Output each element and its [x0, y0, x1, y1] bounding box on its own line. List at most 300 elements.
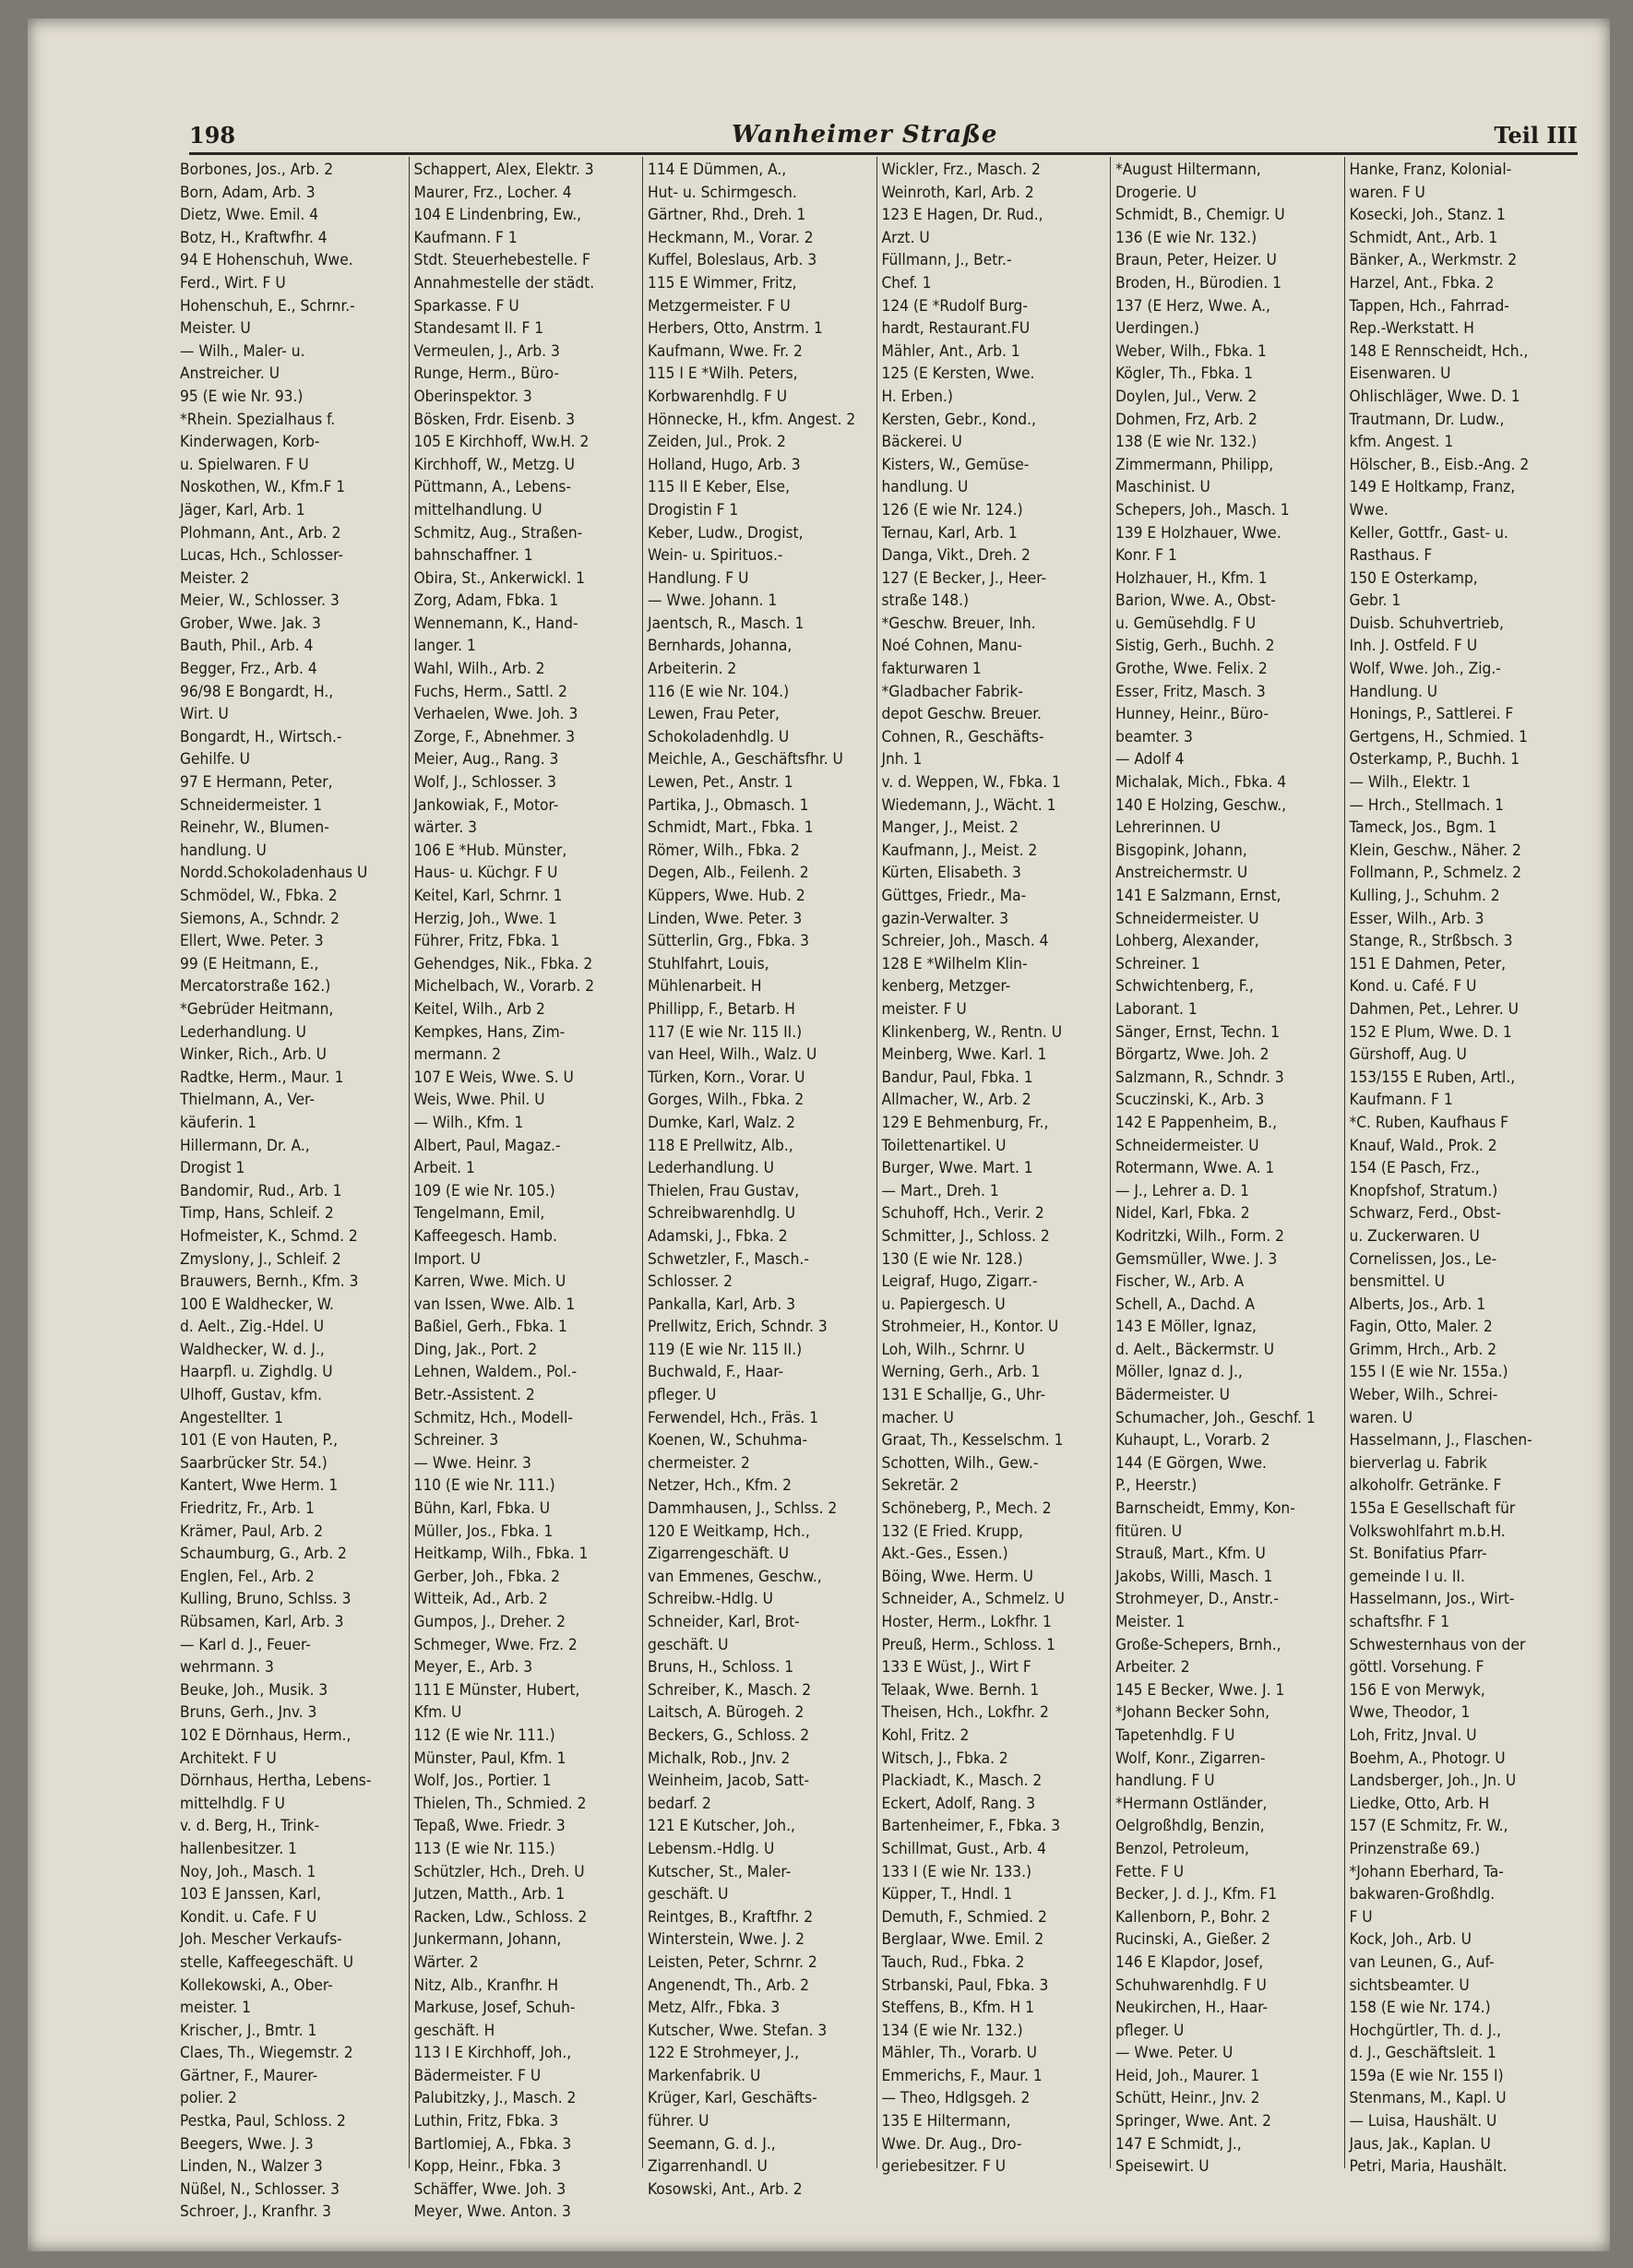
directory-entry-line: Beegers, Wwe. J. 3: [180, 2134, 314, 2154]
directory-entry-line: Laborant. 1: [1115, 999, 1198, 1019]
directory-entry-line: 112 (E wie Nr. 111.): [413, 1725, 555, 1745]
directory-entry-line: Landsberger, Joh., Jn. U: [1349, 1772, 1517, 1791]
directory-entry-line: Theisen, Hch., Lokfhr. 2: [881, 1703, 1049, 1723]
directory-entry-line: Schöneberg, P., Mech. 2: [881, 1499, 1052, 1519]
directory-entry-line: 122 E Strohmeyer, J.,: [648, 2044, 800, 2063]
directory-entry-line: waren. U: [1349, 1408, 1413, 1427]
directory-entry-line: Bühn, Karl, Fbka. U: [413, 1499, 551, 1519]
directory-entry-line: 103 E Janssen, Karl,: [180, 1885, 322, 1904]
directory-entry-line: Akt.-Ges., Essen.): [881, 1545, 1008, 1564]
directory-entry-line: — Theo, Hdlgsgeh. 2: [881, 2089, 1031, 2108]
directory-entry-line: gazin-Verwalter. 3: [881, 909, 1009, 928]
directory-entry-line: Rucinski, A., Gießer. 2: [1115, 1930, 1270, 1950]
directory-entry-line: mermann. 2: [413, 1045, 501, 1065]
directory-entry-line: Klinkenberg, W., Rentn. U: [881, 1022, 1063, 1042]
directory-entry-line: Arbeiterin. 2: [648, 660, 737, 679]
directory-entry-line: 137 (E Herz, Wwe. A.,: [1115, 296, 1270, 316]
directory-entry-line: Trautmann, Dr. Ludw.,: [1349, 410, 1505, 429]
directory-entry-line: geschäft. U: [648, 1885, 729, 1904]
directory-entry-line: Ulhoff, Gustav, kfm.: [180, 1386, 323, 1405]
directory-entry-line: Angenendt, Th., Arb. 2: [648, 1976, 809, 1995]
directory-entry-line: van Emmenes, Geschw.,: [648, 1567, 822, 1586]
directory-entry-line: Buchwald, F., Haar-: [648, 1363, 784, 1382]
directory-entry-line: Hillermann, Dr. A.,: [180, 1136, 310, 1155]
directory-entry-line: Vermeulen, J., Arb. 3: [413, 341, 560, 361]
directory-entry-line: Hoster, Herm., Lokfhr. 1: [881, 1613, 1052, 1631]
directory-entry-line: Osterkamp, P., Buchh. 1: [1349, 750, 1520, 770]
directory-entry-line: Oelgroßhdlg, Benzin,: [1115, 1817, 1265, 1836]
directory-entry-line: 133 E Wüst, J., Wirt F: [881, 1658, 1031, 1677]
directory-column-2: [410, 157, 644, 2222]
directory-column-6: [1345, 157, 1579, 2177]
directory-entry-line: u. Papiergesch. U: [881, 1295, 1006, 1314]
directory-entry-line: Junkermann, Johann,: [413, 1930, 562, 1950]
directory-entry-line: Metz, Alfr., Fbka. 3: [648, 1999, 781, 2018]
directory-entry-line: Kosowski, Ant., Arb. 2: [648, 2179, 803, 2199]
directory-entry-line: *August Hiltermann,: [1115, 161, 1261, 179]
directory-entry-line: Bisgopink, Johann,: [1115, 841, 1247, 860]
directory-entry-line: Ohlischläger, Wwe. D. 1: [1349, 387, 1520, 406]
directory-entry-line: Burger, Wwe. Mart. 1: [881, 1159, 1033, 1178]
directory-entry-line: Thielen, Frau Gustav,: [648, 1181, 800, 1200]
directory-entry-line: — Adolf 4: [1115, 750, 1185, 770]
directory-entry-line: Winker, Rich., Arb. U: [180, 1045, 328, 1065]
directory-entry-line: Barnscheidt, Emmy, Kon-: [1115, 1499, 1295, 1519]
directory-entry-line: Annahmestelle der städt.: [413, 273, 595, 292]
directory-entry-line: 126 (E wie Nr. 124.): [881, 500, 1023, 519]
directory-entry-line: Danga, Vikt., Dreh. 2: [881, 546, 1031, 566]
directory-entry-line: — Hrch., Stellmach. 1: [1349, 795, 1505, 815]
directory-entry-line: F U: [1349, 1907, 1373, 1927]
directory-entry-line: v. d. Weppen, W., Fbka. 1: [881, 773, 1061, 793]
directory-entry-line: Möller, Ignaz d. J.,: [1115, 1363, 1243, 1382]
directory-entry-line: Gärtner, Rhd., Dreh. 1: [648, 206, 806, 225]
directory-entry-line: Fagin, Otto, Maler. 2: [1349, 1318, 1493, 1337]
directory-entry-line: Palubitzky, J., Masch. 2: [413, 2089, 577, 2108]
directory-entry-line: Michalk, Rob., Jnv. 2: [648, 1749, 791, 1768]
directory-entry-line: d. J., Geschäftsleit. 1: [1349, 2044, 1496, 2063]
directory-entry-line: Linden, Wwe. Peter. 3: [648, 909, 803, 928]
directory-entry-line: — Mart., Dreh. 1: [881, 1181, 999, 1200]
directory-entry-line: Hölscher, B., Eisb.-Ang. 2: [1349, 455, 1530, 474]
directory-entry-line: Radtke, Herm., Maur. 1: [180, 1068, 344, 1087]
directory-entry-line: Keitel, Wilh., Arb 2: [413, 999, 545, 1019]
directory-entry-line: Jaentsch, R., Masch. 1: [648, 614, 805, 633]
directory-entry-line: Küpper, T., Hndl. 1: [881, 1885, 1013, 1904]
directory-entry-line: Laitsch, A. Bürogeh. 2: [648, 1703, 805, 1723]
directory-entry-line: Wiedemann, J., Wächt. 1: [881, 795, 1056, 815]
directory-entry-line: 118 E Prellwitz, Alb.,: [648, 1136, 793, 1155]
directory-entry-line: Berglaar, Wwe. Emil. 2: [881, 1930, 1044, 1950]
directory-entry-line: 110 (E wie Nr. 111.): [413, 1476, 555, 1496]
directory-entry-line: Drogistin F 1: [648, 500, 739, 519]
directory-entry-line: Heitkamp, Wilh., Fbka. 1: [413, 1545, 589, 1564]
directory-entry-line: meister. 1: [180, 1999, 251, 2018]
directory-entry-line: Türken, Korn., Vorar. U: [648, 1068, 805, 1087]
directory-entry-line: Tameck, Jos., Bgm. 1: [1349, 818, 1497, 838]
directory-entry-line: Boehm, A., Photogr. U: [1349, 1749, 1506, 1768]
directory-entry-line: hardt, Restaurant.FU: [881, 319, 1031, 339]
directory-entry-line: Weinroth, Karl, Arb. 2: [881, 183, 1034, 202]
directory-entry-line: Bandur, Paul, Fbka. 1: [881, 1068, 1033, 1087]
directory-entry-line: Schütt, Heinr., Jnv. 2: [1115, 2089, 1260, 2108]
directory-entry-line: Schreibw.-Hdlg. U: [648, 1590, 773, 1609]
directory-entry-line: Nordd.Schokoladenhaus U: [180, 864, 368, 883]
directory-entry-line: Mercatorstraße 162.): [180, 977, 331, 997]
directory-entry-line: 119 (E wie Nr. 115 II.): [648, 1340, 803, 1359]
directory-entry-line: sichtsbeamter. U: [1349, 1976, 1470, 1995]
directory-entry-line: Thielmann, A., Ver-: [180, 1091, 315, 1110]
directory-entry-line: — Wwe. Johann. 1: [648, 591, 778, 611]
directory-entry-line: Cohnen, R., Geschäfts-: [881, 727, 1044, 746]
directory-entry-line: Korbwarenhdlg. F U: [648, 387, 788, 406]
directory-entry-line: 121 E Kutscher, Joh.,: [648, 1817, 795, 1836]
directory-entry-line: Hochgürtler, Th. d. J.,: [1349, 2021, 1501, 2040]
directory-entry-line: Petri, Maria, Haushält.: [1349, 2157, 1508, 2177]
directory-entry-line: Fuchs, Herm., Sattl. 2: [413, 682, 567, 701]
directory-entry-line: Beuke, Joh., Musik. 3: [180, 1680, 328, 1700]
directory-entry-line: Schaumburg, G., Arb. 2: [180, 1545, 347, 1564]
directory-entry-line: handlung. U: [180, 841, 267, 860]
directory-entry-line: Schreiner. 1: [1115, 954, 1200, 973]
directory-entry-line: Bäckerei. U: [881, 433, 962, 452]
page-number: 198: [189, 122, 236, 149]
directory-entry-line: 127 (E Becker, J., Heer-: [881, 568, 1047, 588]
directory-entry-line: Jäger, Karl, Arb. 1: [180, 500, 305, 519]
directory-entry-line: Rasthaus. F: [1349, 546, 1433, 566]
directory-entry-line: Winterstein, Wwe. J. 2: [648, 1930, 805, 1950]
directory-entry-line: Timp, Hans, Schleif. 2: [180, 1204, 334, 1224]
directory-entry-line: Dörnhaus, Hertha, Lebens-: [180, 1772, 372, 1791]
directory-entry-line: Architekt. F U: [180, 1749, 277, 1768]
directory-entry-line: Ding, Jak., Port. 2: [413, 1340, 538, 1359]
directory-entry-line: Keller, Gottfr., Gast- u.: [1349, 523, 1508, 543]
directory-entry-line: 114 E Dümmen, A.,: [648, 161, 787, 179]
directory-entry-line: Schmödel, W., Fbka. 2: [180, 887, 338, 905]
directory-entry-line: Ferd., Wirt. F U: [180, 273, 286, 292]
directory-entry-line: Reinehr, W., Blumen-: [180, 818, 329, 838]
directory-entry-line: Kögler, Th., Fbka. 1: [1115, 364, 1254, 384]
directory-entry-line: Racken, Ldw., Schloss. 2: [413, 1907, 588, 1927]
directory-entry-line: fakturwaren 1: [881, 660, 982, 679]
directory-entry-line: 123 E Hagen, Dr. Rud.,: [881, 206, 1043, 225]
directory-entry-line: Braun, Peter, Heizer. U: [1115, 251, 1277, 270]
directory-entry-line: Eisenwaren. U: [1349, 364, 1451, 384]
directory-entry-line: Holland, Hugo, Arb. 3: [648, 455, 801, 474]
directory-entry-line: wehrmann. 3: [180, 1658, 274, 1677]
directory-entry-line: Kodritzki, Wilh., Form. 2: [1115, 1226, 1285, 1246]
directory-entry-line: Rotermann, Wwe. A. 1: [1115, 1159, 1275, 1178]
directory-entry-line: Schillmat, Gust., Arb. 4: [881, 1839, 1046, 1858]
directory-entry-line: 125 (E Kersten, Wwe.: [881, 364, 1035, 384]
directory-entry-line: Schmidt, Mart., Fbka. 1: [648, 818, 814, 838]
directory-entry-line: Böing, Wwe. Herm. U: [881, 1567, 1033, 1586]
directory-entry-line: Meyer, E., Arb. 3: [413, 1658, 533, 1677]
directory-entry-line: macher. U: [881, 1408, 954, 1427]
directory-entry-line: 155 I (E wie Nr. 155a.): [1349, 1363, 1508, 1382]
directory-entry-line: Dumke, Karl, Walz. 2: [648, 1113, 795, 1132]
directory-entry-line: 115 II E Keber, Else,: [648, 478, 790, 497]
directory-entry-line: Meier, W., Schlosser. 3: [180, 591, 340, 611]
directory-entry-line: Kuffel, Boleslaus, Arb. 3: [648, 251, 817, 270]
directory-entry-line: Nüßel, N., Schlosser. 3: [180, 2179, 340, 2199]
directory-entry-line: u. Spielwaren. F U: [180, 455, 309, 474]
directory-entry-line: Kaufmann. F 1: [1349, 1091, 1453, 1110]
directory-entry-line: Herbers, Otto, Anstrm. 1: [648, 319, 823, 339]
directory-entry-line: Loh, Fritz, Jnval. U: [1349, 1725, 1477, 1745]
directory-entry-line: Allmacher, W., Arb. 2: [881, 1091, 1031, 1110]
directory-entry-line: Begger, Frz., Arb. 4: [180, 660, 317, 679]
directory-entry-line: Gorges, Wilh., Fbka. 2: [648, 1091, 805, 1110]
directory-entry-line: Schappert, Alex, Elektr. 3: [413, 161, 594, 179]
directory-entry-line: Heckmann, M., Vorar. 2: [648, 228, 814, 247]
directory-entry-line: Wirt. U: [180, 705, 229, 724]
directory-entry-line: Güttges, Friedr., Ma-: [881, 887, 1027, 905]
directory-entry-line: Tauch, Rud., Fbka. 2: [881, 1952, 1025, 1972]
directory-entry-line: kfm. Angest. 1: [1349, 433, 1454, 452]
directory-entry-line: Partika, J., Obmasch. 1: [648, 795, 809, 815]
directory-entry-line: 115 I E *Wilh. Peters,: [648, 364, 798, 384]
directory-entry-line: Standesamt II. F 1: [413, 319, 544, 339]
directory-entry-line: Follmann, P., Schmelz. 2: [1349, 864, 1521, 883]
directory-column-4: [877, 157, 1112, 2177]
directory-entry-line: 139 E Holzhauer, Wwe.: [1115, 523, 1281, 543]
directory-entry-line: 140 E Holzing, Geschw.,: [1115, 795, 1287, 815]
directory-entry-line: Maurer, Frz., Locher. 4: [413, 183, 572, 202]
directory-entry-line: Degen, Alb., Feilenh. 2: [648, 864, 809, 883]
directory-entry-line: — Luisa, Haushält. U: [1349, 2112, 1497, 2131]
directory-entry-line: 104 E Lindenbring, Ew.,: [413, 206, 582, 225]
directory-entry-line: 149 E Holtkamp, Franz,: [1349, 478, 1516, 497]
directory-entry-line: Salzmann, R., Schndr. 3: [1115, 1068, 1284, 1087]
directory-entry-line: Schwetzler, F., Masch.-: [648, 1249, 809, 1269]
directory-entry-line: Wwe. Dr. Aug., Dro-: [881, 2134, 1022, 2154]
directory-entry-line: *C. Ruben, Kaufhaus F: [1349, 1113, 1509, 1132]
directory-entry-line: Demuth, F., Schmied. 2: [881, 1907, 1047, 1927]
directory-entry-line: Schmeger, Wwe. Frz. 2: [413, 1635, 578, 1654]
directory-entry-line: Hohenschuh, E., Schrnr.-: [180, 296, 355, 316]
directory-entry-line: chermeister. 2: [648, 1453, 750, 1473]
directory-entry-line: Honings, P., Sattlerei. F: [1349, 705, 1514, 724]
directory-entry-line: Kempkes, Hans, Zim-: [413, 1022, 566, 1042]
directory-entry-line: *Johann Eberhard, Ta-: [1349, 1862, 1504, 1881]
directory-entry-line: Römer, Wilh., Fbka. 2: [648, 841, 800, 860]
directory-entry-line: Schmidt, Ant., Arb. 1: [1349, 228, 1498, 247]
directory-entry-line: 156 E von Merwyk,: [1349, 1680, 1485, 1700]
directory-entry-line: Wwe.: [1349, 500, 1389, 519]
directory-entry-line: Dahmen, Pet., Lehrer. U: [1349, 999, 1519, 1019]
directory-entry-line: bensmittel. U: [1349, 1272, 1446, 1292]
directory-entry-line: beamter. 3: [1115, 727, 1193, 746]
directory-entry-line: *Geschw. Breuer, Inh.: [881, 614, 1036, 633]
directory-entry-line: Holzhauer, H., Kfm. 1: [1115, 568, 1268, 588]
directory-entry-line: St. Bonifatius Pfarr-: [1349, 1545, 1487, 1564]
directory-entry-line: Kaffeegesch. Hamb.: [413, 1226, 557, 1246]
directory-entry-line: Hanke, Franz, Kolonial-: [1349, 161, 1512, 179]
directory-entry-line: Kutscher, St., Maler-: [648, 1862, 792, 1881]
directory-entry-line: bakwaren-Großhdlg.: [1349, 1885, 1496, 1904]
directory-entry-line: Haarpfl. u. Zighdlg. U: [180, 1363, 333, 1382]
directory-entry-line: Knopfshof, Stratum.): [1349, 1181, 1498, 1200]
directory-entry-line: Benzol, Petroleum,: [1115, 1839, 1249, 1858]
directory-entry-line: Keitel, Karl, Schrnr. 1: [413, 887, 563, 905]
directory-entry-line: Zeiden, Jul., Prok. 2: [648, 433, 786, 452]
directory-entry-line: Cornelissen, Jos., Le-: [1349, 1249, 1497, 1269]
directory-entry-line: Dietz, Wwe. Emil. 4: [180, 206, 319, 225]
directory-entry-line: Liedke, Otto, Arb. H: [1349, 1794, 1490, 1813]
directory-entry-line: *Rhein. Spezialhaus f.: [180, 410, 336, 429]
directory-entry-line: Lewen, Frau Peter,: [648, 705, 780, 724]
directory-entry-line: Krischer, J., Bmtr. 1: [180, 2021, 317, 2040]
directory-entry-line: Gärtner, F., Maurer-: [180, 2066, 318, 2085]
directory-entry-line: polier. 2: [180, 2089, 237, 2108]
directory-entry-line: Zimmermann, Philipp,: [1115, 455, 1274, 474]
directory-entry-line: Drogerie. U: [1115, 183, 1197, 202]
directory-entry-line: *Gladbacher Fabrik-: [881, 682, 1023, 701]
directory-entry-line: Lebensm.-Hdlg. U: [648, 1839, 775, 1858]
directory-entry-line: Scuczinski, K., Arb. 3: [1115, 1091, 1265, 1110]
directory-entry-line: 96/98 E Bongardt, H.,: [180, 682, 334, 701]
directory-entry-line: Kopp, Heinr., Fbka. 3: [413, 2157, 561, 2177]
directory-entry-line: Metzgermeister. F U: [648, 296, 791, 316]
directory-entry-line: Gehilfe. U: [180, 750, 250, 770]
directory-entry-line: Weis, Wwe. Phil. U: [413, 1091, 545, 1110]
directory-entry-line: Oberinspektor. 3: [413, 387, 532, 406]
directory-entry-line: alkoholfr. Getränke. F: [1349, 1476, 1502, 1496]
directory-entry-line: Joh. Mescher Verkaufs-: [180, 1930, 342, 1950]
directory-entry-line: Zorge, F., Abnehmer. 3: [413, 727, 576, 746]
directory-column-1: [175, 157, 410, 2222]
directory-entry-line: 130 (E wie Nr. 128.): [881, 1249, 1023, 1269]
directory-entry-line: Rübsamen, Karl, Arb. 3: [180, 1613, 344, 1631]
directory-entry-line: Beckers, G., Schloss. 2: [648, 1725, 810, 1745]
directory-entry-line: Müller, Jos., Fbka. 1: [413, 1522, 554, 1541]
directory-entry-line: geschäft. U: [648, 1635, 729, 1654]
directory-entry-line: Neukirchen, H., Haar-: [1115, 1999, 1269, 2018]
directory-entry-line: 158 (E wie Nr. 174.): [1349, 1999, 1491, 2018]
directory-entry-line: Tepaß, Wwe. Friedr. 3: [413, 1817, 566, 1836]
directory-entry-line: Steffens, B., Kfm. H 1: [881, 1999, 1034, 2018]
directory-entry-line: Noé Cohnen, Manu-: [881, 637, 1022, 656]
directory-entry-line: Kuhaupt, L., Vorarb. 2: [1115, 1431, 1270, 1450]
directory-entry-line: 94 E Hohenschuh, Wwe.: [180, 251, 353, 270]
directory-entry-line: Schmitz, Hch., Modell-: [413, 1408, 573, 1427]
directory-entry-line: Handlung. U: [1349, 682, 1438, 701]
directory-entry-line: 100 E Waldhecker, W.: [180, 1295, 334, 1314]
directory-entry-line: Lewen, Pet., Anstr. 1: [648, 773, 793, 793]
directory-entry-line: Herzig, Joh., Wwe. 1: [413, 909, 557, 928]
directory-entry-line: Adamski, J., Fbka. 2: [648, 1226, 788, 1246]
directory-entry-line: Wennemann, K., Hand-: [413, 614, 578, 633]
directory-entry-line: Schneidermeister. U: [1115, 909, 1259, 928]
directory-entry-line: Englen, Fel., Arb. 2: [180, 1567, 315, 1586]
directory-entry-line: Schmitz, Aug., Straßen-: [413, 523, 583, 543]
directory-entry-line: Konr. F 1: [1115, 546, 1177, 566]
directory-entry-line: Stuhlfahrt, Louis,: [648, 954, 769, 973]
directory-entry-line: Duisb. Schuhvertrieb,: [1349, 614, 1504, 633]
directory-entry-line: 132 (E Fried. Krupp,: [881, 1522, 1023, 1541]
directory-entry-line: Zigarrenhandl. U: [648, 2157, 768, 2177]
directory-entry-line: Meyer, Wwe. Anton. 3: [413, 2202, 571, 2222]
directory-entry-line: Schreiner. 3: [413, 1431, 499, 1450]
directory-entry-line: Schreier, Joh., Masch. 4: [881, 932, 1049, 951]
directory-entry-line: Weber, Wilh., Schrei-: [1349, 1386, 1498, 1405]
directory-entry-line: bierverlag u. Fabrik: [1349, 1453, 1487, 1473]
directory-entry-line: Fischer, W., Arb. A: [1115, 1272, 1245, 1292]
directory-entry-line: Wolf, Konr., Zigarren-: [1115, 1749, 1266, 1768]
street-title: Wanheimer Straße: [732, 121, 998, 149]
directory-entry-line: Luthin, Fritz, Fbka. 3: [413, 2112, 559, 2131]
directory-entry-line: Kürten, Elisabeth. 3: [881, 864, 1021, 883]
directory-entry-line: Schwarz, Ferd., Obst-: [1349, 1204, 1501, 1224]
directory-entry-line: Plohmann, Ant., Arb. 2: [180, 523, 341, 543]
directory-entry-line: Meister. 2: [180, 568, 250, 588]
directory-entry-line: Rep.-Werkstatt. H: [1349, 319, 1474, 339]
directory-entry-line: handlung. F U: [1115, 1772, 1215, 1791]
directory-entry-line: Schmidt, B., Chemigr. U: [1115, 206, 1285, 225]
directory-entry-line: Wolf, J., Schlosser. 3: [413, 773, 557, 793]
directory-entry-line: 133 I (E wie Nr. 133.): [881, 1862, 1032, 1881]
directory-entry-line: Krüger, Karl, Geschäfts-: [648, 2089, 817, 2108]
directory-entry-line: 138 (E wie Nr. 132.): [1115, 433, 1258, 452]
directory-entry-line: Esser, Wilh., Arb. 3: [1349, 909, 1484, 928]
directory-entry-line: Gürshoff, Aug. U: [1349, 1045, 1467, 1065]
directory-entry-line: Sparkasse. F U: [413, 296, 519, 316]
directory-entry-line: 117 (E wie Nr. 115 II.): [648, 1022, 803, 1042]
directory-entry-line: Bädermeister. F U: [413, 2066, 542, 2085]
directory-entry-line: 111 E Münster, Hubert,: [413, 1680, 580, 1700]
directory-entry-line: Krämer, Paul, Arb. 2: [180, 1522, 324, 1541]
directory-entry-line: 102 E Dörnhaus, Herm.,: [180, 1725, 352, 1745]
directory-entry-line: Preuß, Herm., Schloss. 1: [881, 1635, 1056, 1654]
directory-entry-line: Kollekowski, A., Ober-: [180, 1976, 333, 1995]
directory-entry-line: d. Aelt., Zig.-Hdel. U: [180, 1318, 325, 1337]
directory-entry-line: Bädermeister. U: [1115, 1386, 1230, 1405]
directory-entry-line: Schneider, Karl, Brot-: [648, 1613, 800, 1631]
directory-entry-line: *Hermann Ostländer,: [1115, 1794, 1268, 1813]
directory-entry-line: Gehendges, Nik., Fbka. 2: [413, 954, 593, 973]
directory-entry-line: Haus- u. Küchgr. F U: [413, 864, 558, 883]
directory-entry-line: Wärter. 2: [413, 1952, 479, 1972]
directory-entry-line: Kaufmann, Wwe. Fr. 2: [648, 341, 803, 361]
directory-entry-line: Kfm. U: [413, 1703, 462, 1723]
directory-entry-line: Kock, Joh., Arb. U: [1349, 1930, 1472, 1950]
directory-entry-line: Schuhoff, Hch., Verir. 2: [881, 1204, 1044, 1224]
directory-entry-line: Noy, Joh., Masch. 1: [180, 1862, 316, 1881]
directory-entry-line: Anstreicher. U: [180, 364, 280, 384]
directory-entry-line: Gertgens, H., Schmied. 1: [1349, 727, 1528, 746]
directory-entry-line: 109 (E wie Nr. 105.): [413, 1181, 555, 1200]
directory-entry-line: Jakobs, Willi, Masch. 1: [1115, 1567, 1273, 1586]
directory-entry-line: Lehnen, Waldem., Pol.-: [413, 1363, 578, 1382]
directory-entry-line: Grober, Wwe. Jak. 3: [180, 614, 321, 633]
directory-entry-line: H. Erben.): [881, 387, 953, 406]
directory-entry-line: 113 I E Kirchhoff, Joh.,: [413, 2044, 572, 2063]
directory-entry-line: Broden, H., Bürodien. 1: [1115, 273, 1281, 292]
directory-entry-line: 97 E Hermann, Peter,: [180, 773, 333, 793]
directory-entry-line: meister. F U: [881, 999, 967, 1019]
directory-entry-line: Bruns, Gerh., Jnv. 3: [180, 1703, 317, 1723]
directory-entry-line: Emmerichs, F., Maur. 1: [881, 2066, 1043, 2085]
directory-entry-line: Meier, Aug., Rang. 3: [413, 750, 559, 770]
directory-entry-line: Dohmen, Frz, Arb. 2: [1115, 410, 1258, 429]
directory-entry-line: Bänker, A., Werkmstr. 2: [1349, 251, 1518, 270]
directory-entry-line: kenberg, Metzger-: [881, 977, 1011, 997]
directory-entry-line: van Issen, Wwe. Alb. 1: [413, 1295, 576, 1314]
directory-entry-line: Küppers, Wwe. Hub. 2: [648, 887, 805, 905]
directory-column-3: [643, 157, 877, 2199]
directory-entry-line: Betr.-Assistent. 2: [413, 1386, 535, 1405]
